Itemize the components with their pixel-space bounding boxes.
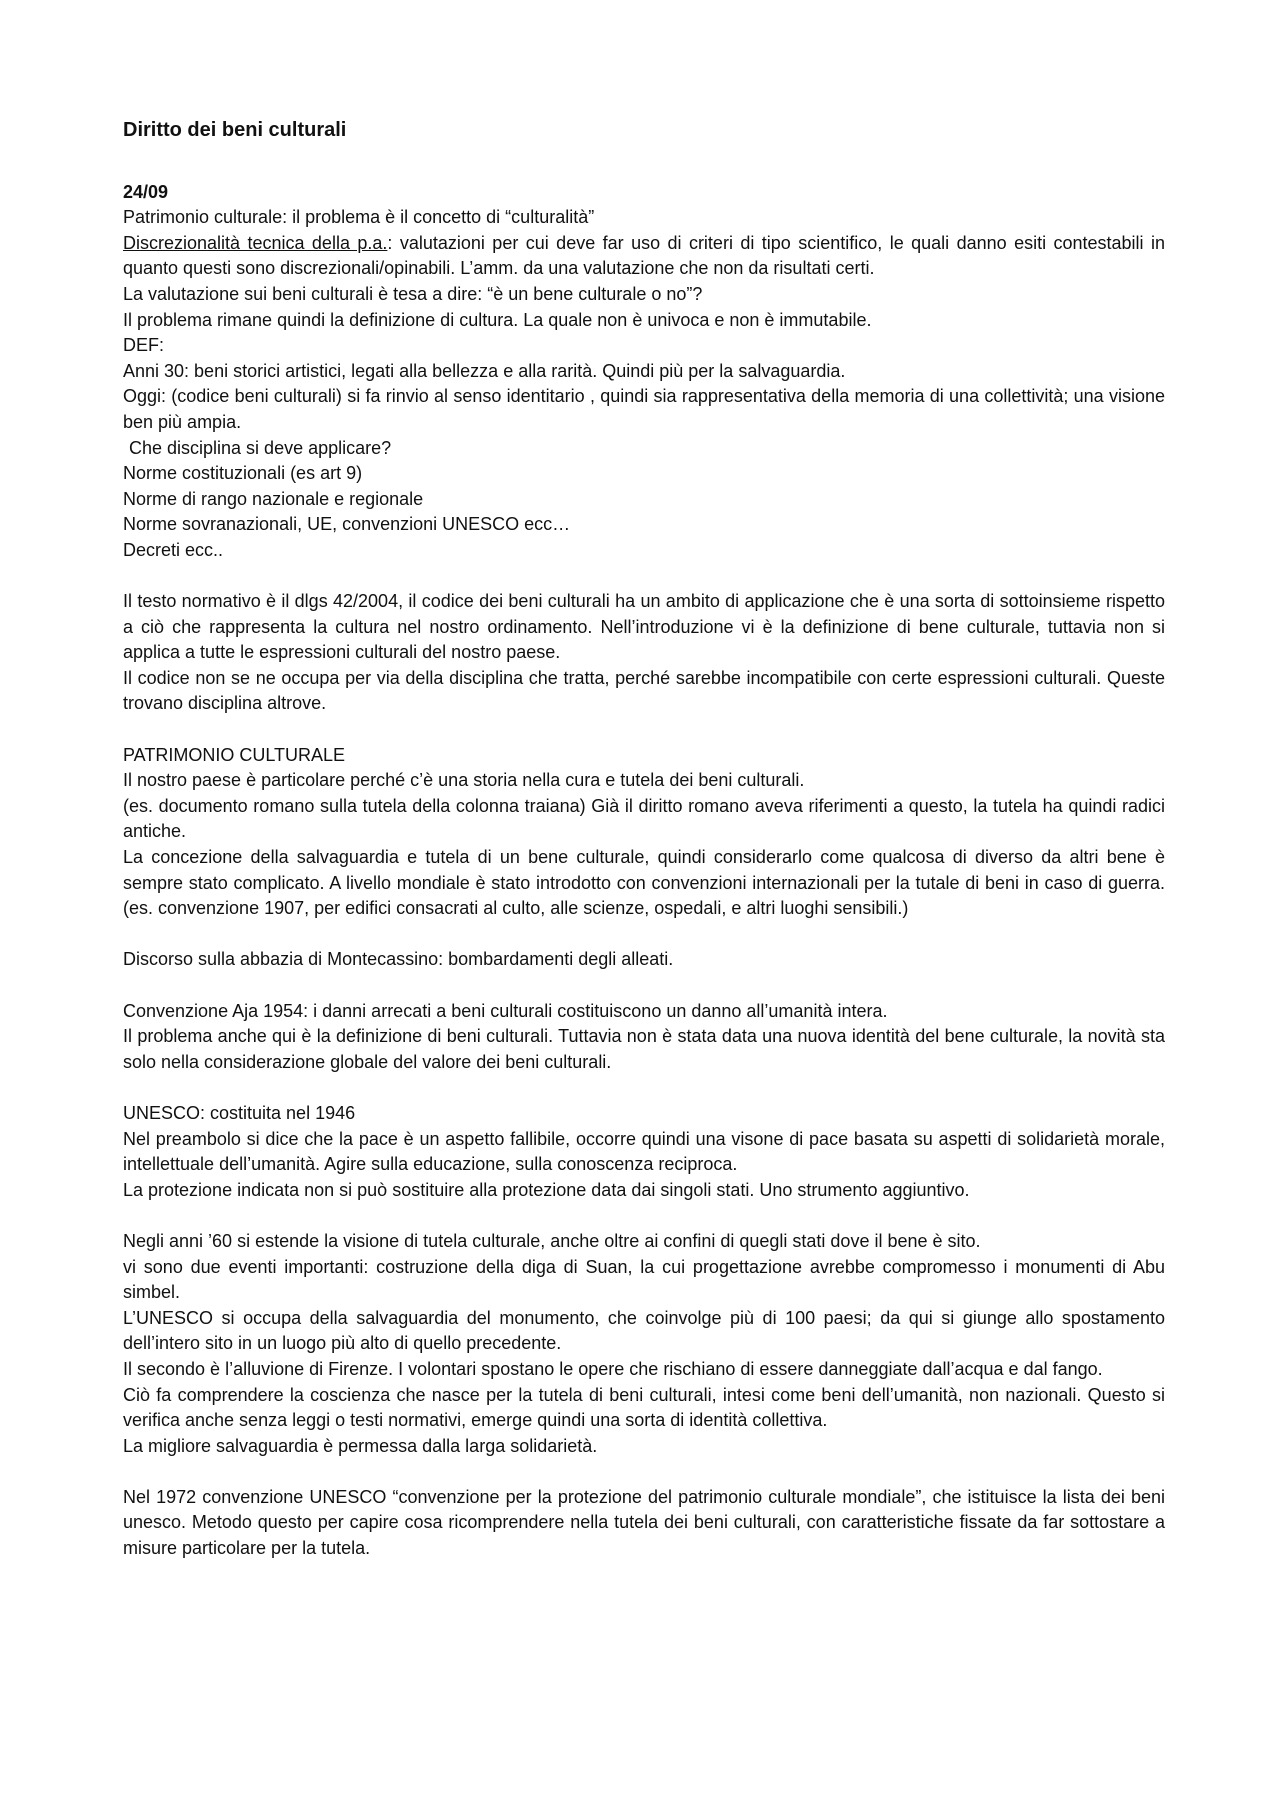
paragraph: Il testo normativo è il dlgs 42/2004, il codice dei beni culturali ha un ambito di applicazione che è una sorta di sottoinsieme rispetto a ciò che rappresenta la cultura nel nostro ordinamento. Nell’introduzione vi è la definizione di bene culturale, tuttavia non si applica a tutte le espressioni culturali del nostro paese. bbox=[123, 591, 1165, 663]
paragraph: Anni 30: beni storici artistici, legati alla bellezza e alla rarità. Quindi più per la salvaguardia. bbox=[123, 360, 846, 381]
document-page bbox=[123, 118, 1165, 1562]
paragraph: (es. documento romano sulla tutela della colonna traiana) Già il diritto romano aveva riferimenti a questo, la tutela ha quindi radici antiche. bbox=[123, 795, 1165, 842]
spacer bbox=[123, 564, 1165, 590]
section-heading: UNESCO: costituita nel 1946 bbox=[123, 1102, 356, 1123]
list-item: Norme di rango nazionale e regionale bbox=[123, 488, 424, 509]
document-title: Diritto dei beni culturali bbox=[123, 119, 347, 141]
spacer bbox=[123, 973, 1165, 999]
paragraph: La concezione della salvaguardia e tutela di un bene culturale, quindi considerarlo come qualcosa di diverso da altri bene è sempre stato complicato. A livello mondiale è stato introdotto con convenzioni internazionali per la tutale di beni in caso di guerra. (es. convenzione 1907, per edifici consacrati al culto, alle scienze, ospedali, e altri luoghi sensibili.) bbox=[123, 847, 1165, 919]
paragraph: DEF: bbox=[123, 335, 165, 356]
paragraph: L’UNESCO si occupa della salvaguardia del monumento, che coinvolge più di 100 paesi; da qui si giunge allo spostamento dell’intero sito in un luogo più alto di quello precedente. bbox=[123, 1307, 1165, 1354]
lecture-date: 24/09 bbox=[123, 181, 169, 202]
paragraph: Oggi: (codice beni culturali) si fa rinvio al senso identitario , quindi sia rappresentativa della memoria di una collettività; una visione ben più ampia. bbox=[123, 386, 1165, 432]
spacer bbox=[123, 922, 1165, 948]
paragraph: vi sono due eventi importanti: costruzione della diga di Suan, la cui progettazione avrebbe compromesso i monumenti di Abu simbel. bbox=[123, 1256, 1165, 1303]
paragraph: La protezione indicata non si può sostituire alla protezione data dai singoli stati. Uno strumento aggiuntivo. bbox=[123, 1179, 970, 1200]
spacer bbox=[123, 1075, 1165, 1101]
list-item: Norme sovranazionali, UE, convenzioni UNESCO ecc… bbox=[123, 514, 571, 535]
section-heading: PATRIMONIO CULTURALE bbox=[123, 744, 346, 765]
paragraph: Negli anni ’60 si estende la visione di tutela culturale, anche oltre ai confini di quegli stati dove il bene è sito. bbox=[123, 1230, 981, 1251]
paragraph-text: : valutazioni per cui deve far uso di criteri di tipo scientifico, le quali danno esiti contestabili in quanto questi sono discrezionali/opinabili. L’amm. da una valutazione che non da risultati certi. bbox=[123, 232, 1165, 279]
paragraph bbox=[123, 231, 1165, 282]
spacer bbox=[123, 1459, 1165, 1485]
spacer bbox=[123, 1203, 1165, 1229]
paragraph: Nel 1972 convenzione UNESCO “convenzione per la protezione del patrimonio culturale mondiale”, che istituisce la lista dei beni unesco. Metodo questo per capire cosa ricomprendere nella tutela dei beni culturali, con caratteristiche fissate da far sottostare a misure particolare per la tutela. bbox=[123, 1486, 1165, 1559]
list-item: Norme costituzionali (es art 9) bbox=[123, 463, 363, 484]
paragraph: Il secondo è l’alluvione di Firenze. I volontari spostano le opere che rischiano di essere danneggiate dall’acqua e dal fango. bbox=[123, 1358, 1103, 1379]
underlined-term: Discrezionalità tecnica della p.a. bbox=[123, 232, 388, 253]
paragraph: La migliore salvaguardia è permessa dalla larga solidarietà. bbox=[123, 1435, 598, 1456]
paragraph: Convenzione Aja 1954: i danni arrecati a beni culturali costituiscono un danno all’umanità intera. bbox=[123, 1000, 888, 1021]
paragraph: Ciò fa comprendere la coscienza che nasce per la tutela di beni culturali, intesi come beni dell’umanità, non nazionali. Questo si verifica anche senza leggi o testi normativi, emerge quindi una sorta di identità collettiva. bbox=[123, 1384, 1165, 1431]
paragraph: Che disciplina si deve applicare? bbox=[129, 437, 392, 458]
paragraph: Patrimonio culturale: il problema è il concetto di “culturalità” bbox=[123, 207, 595, 228]
paragraph: Il nostro paese è particolare perché c’è una storia nella cura e tutela dei beni culturali. bbox=[123, 770, 805, 791]
paragraph: La valutazione sui beni culturali è tesa a dire: “è un bene culturale o no”? bbox=[123, 283, 703, 304]
list-item: Decreti ecc.. bbox=[123, 539, 224, 560]
paragraph: Nel preambolo si dice che la pace è un aspetto fallibile, occorre quindi una visone di pace basata su aspetti di solidarietà morale, intellettuale dell’umanità. Agire sulla educazione, sulla conoscenza reciproca. bbox=[123, 1128, 1165, 1175]
paragraph: Il problema anche qui è la definizione di beni culturali. Tuttavia non è stata data una nuova identità del bene culturale, la novità sta solo nella considerazione globale del valore dei beni culturali. bbox=[123, 1026, 1165, 1072]
spacer bbox=[123, 717, 1165, 743]
paragraph: Discorso sulla abbazia di Montecassino: bombardamenti degli alleati. bbox=[123, 949, 674, 970]
paragraph: Il problema rimane quindi la definizione di cultura. La quale non è univoca e non è immutabile. bbox=[123, 309, 872, 330]
paragraph: Il codice non se ne occupa per via della disciplina che tratta, perché sarebbe incompatibile con certe espressioni culturali. Queste trovano disciplina altrove. bbox=[123, 667, 1165, 714]
